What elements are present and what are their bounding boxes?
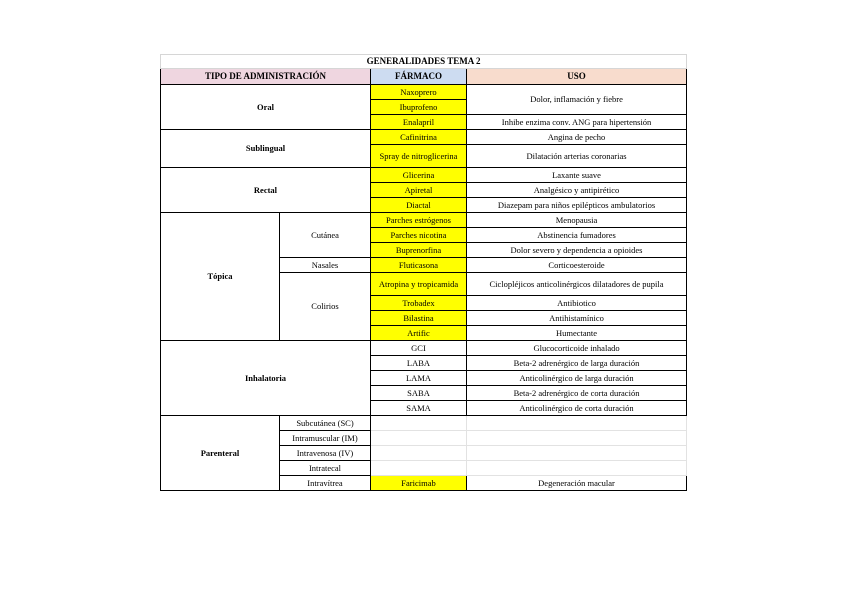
use-cell: Anticolinérgico de corta duración	[467, 401, 687, 416]
drug-cell: Buprenorfina	[371, 243, 467, 258]
use-cell: Degeneración macular	[467, 476, 687, 491]
empty-cell	[467, 431, 687, 446]
drug-cell: Faricimab	[371, 476, 467, 491]
subcategory-colirios: Colirios	[280, 273, 371, 341]
drug-cell: Ibuprofeno	[371, 100, 467, 115]
generalidades-table	[160, 54, 687, 491]
empty-cell	[371, 461, 467, 476]
drug-cell: Parches estrógenos	[371, 213, 467, 228]
header-farmaco: FÁRMACO	[371, 69, 467, 85]
category-topica: Tópica	[161, 213, 280, 341]
use-cell: Beta-2 adrenérgico de corta duración	[467, 386, 687, 401]
drug-cell: Glicerina	[371, 168, 467, 183]
use-cell: Menopausia	[467, 213, 687, 228]
use-cell: Dolor severo y dependencia a opioides	[467, 243, 687, 258]
drug-cell: Atropina y tropicamida	[371, 273, 467, 296]
drug-cell: Naxoprero	[371, 85, 467, 100]
subcategory-cell: Subcutánea (SC)	[280, 416, 371, 431]
drug-cell: Artific	[371, 326, 467, 341]
table-title: GENERALIDADES TEMA 2	[161, 55, 687, 69]
spreadsheet	[160, 54, 686, 491]
subcategory-cell: Intratecal	[280, 461, 371, 476]
header-uso: USO	[467, 69, 687, 85]
category-inhalatoria: Inhalatoria	[161, 341, 371, 416]
drug-cell: Parches nicotina	[371, 228, 467, 243]
empty-cell	[467, 446, 687, 461]
use-cell: Anticolinérgico de larga duración	[467, 371, 687, 386]
subcategory-cell: Intravítrea	[280, 476, 371, 491]
drug-cell: Enalapril	[371, 115, 467, 130]
subcategory-nasales: Nasales	[280, 258, 371, 273]
use-cell: Angina de pecho	[467, 130, 687, 145]
use-cell: Corticoesteroide	[467, 258, 687, 273]
use-cell: Dolor, inflamación y fiebre	[467, 85, 687, 115]
drug-cell: SAMA	[371, 401, 467, 416]
drug-cell: Apiretal	[371, 183, 467, 198]
category-sublingual: Sublingual	[161, 130, 371, 168]
subcategory-cell: Intramuscular (IM)	[280, 431, 371, 446]
use-cell: Inhibe enzima conv. ANG para hipertensión	[467, 115, 687, 130]
drug-cell: Diactal	[371, 198, 467, 213]
use-cell: Antihistamínico	[467, 311, 687, 326]
drug-cell: LAMA	[371, 371, 467, 386]
drug-cell: Trobadex	[371, 296, 467, 311]
header-tipo: TIPO DE ADMINISTRACIÓN	[161, 69, 371, 85]
drug-cell: Cafinitrina	[371, 130, 467, 145]
use-cell: Antibiotico	[467, 296, 687, 311]
drug-cell: Fluticasona	[371, 258, 467, 273]
drug-cell: SABA	[371, 386, 467, 401]
empty-cell	[371, 416, 467, 431]
drug-cell: Spray de nitroglicerina	[371, 145, 467, 168]
drug-cell: LABA	[371, 356, 467, 371]
drug-cell: GCI	[371, 341, 467, 356]
use-cell: Analgésico y antipirético	[467, 183, 687, 198]
drug-cell: Bilastina	[371, 311, 467, 326]
use-cell: Ciclopléjicos anticolinérgicos dilatadores de pupila	[467, 273, 687, 296]
empty-cell	[371, 446, 467, 461]
empty-cell	[371, 431, 467, 446]
use-cell: Beta-2 adrenérgico de larga duración	[467, 356, 687, 371]
category-oral: Oral	[161, 85, 371, 130]
use-cell: Glucocorticoide inhalado	[467, 341, 687, 356]
use-cell: Abstinencia fumadores	[467, 228, 687, 243]
empty-cell	[467, 461, 687, 476]
use-cell: Diazepam para niños epilépticos ambulatorios	[467, 198, 687, 213]
subcategory-cutanea: Cutánea	[280, 213, 371, 258]
empty-cell	[467, 416, 687, 431]
subcategory-cell: Intravenosa (IV)	[280, 446, 371, 461]
use-cell: Humectante	[467, 326, 687, 341]
category-rectal: Rectal	[161, 168, 371, 213]
category-parenteral: Parenteral	[161, 416, 280, 491]
use-cell: Laxante suave	[467, 168, 687, 183]
use-cell: Dilatación arterias coronarias	[467, 145, 687, 168]
